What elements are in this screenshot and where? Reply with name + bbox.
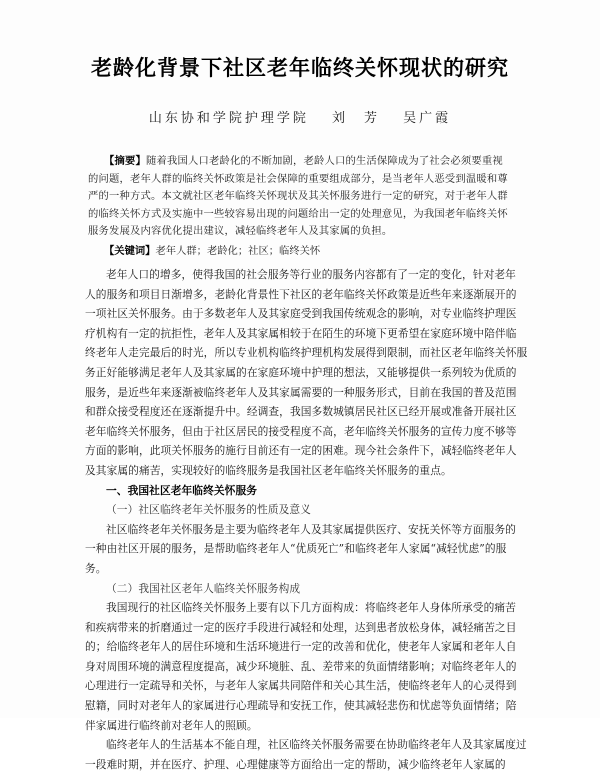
affiliation: 山东协和学院护理学院 xyxy=(148,111,309,126)
body-line: 老年临终关怀服务，但由于社区居民的接受程度不高，老年临终关怀服务的宣传力度不够等 xyxy=(85,424,517,438)
body-line: 服务，是近些年来逐渐被临终老年人及其家属需要的一种服务形式，目前在我国的普及范围 xyxy=(85,385,517,399)
abstract-line: 的临终关怀方式及实施中一些较容易出现的问题给出一定的处理意见，为我国老年临终关怀 xyxy=(88,207,508,220)
body-line: 一项社区关怀服务。由于多数老年人及其家庭受到我国传统观念的影响，对专业临终护理医 xyxy=(85,307,517,321)
body-line: 终老年人走完最后的时光，所以专业机构临终护理机构发展得到限制，而社区老年临终关怀服 xyxy=(85,346,528,360)
body-line: 人的服务和项目日渐增多，老龄化背景性下社区的老年临终关怀政策是近些年来逐渐展开的 xyxy=(85,287,517,301)
body-line: 的；给临终老年人的居住环境和生活环境进行一定的改善和优化，使老年人家属和老年人自 xyxy=(85,640,517,654)
body-line: 和疾病带来的折磨通过一定的医疗手段进行减轻和处理，达到患者放松身体，减轻痛苦之目 xyxy=(85,620,517,634)
body-line: 我国现行的社区临终关怀服务上要有以下几方面构成：将临终老年人身体所承受的痛苦 xyxy=(106,601,516,615)
paper-title: 老龄化背景下社区老年临终关怀现状的研究 xyxy=(91,56,509,80)
body-line: 方面的影响，此项关怀服务的施行目前还有一定的困难。现今社会条件下，减轻临终老年人 xyxy=(85,444,517,458)
body-line: 一段难时期，并在医疗、护理、心理健康等方面给出一定的帮助，减少临终老年人家属的 xyxy=(85,757,506,771)
body-line: 伴家属进行临终前对老年人的照顾。 xyxy=(85,718,258,732)
abstract-line: 严的一种方式。本文就社区老年临终关怀现状及其关怀服务进行一定的研究，对于老年人群 xyxy=(88,190,508,203)
body-text xyxy=(85,265,533,774)
keywords xyxy=(104,242,534,257)
body-line: 一种由社区开展的服务，是帮助临终老年人“优质死亡”和临终老年人家属“减轻忧虑”的服 xyxy=(85,542,507,556)
author-name: 吴广霞 xyxy=(403,111,452,126)
body-line: 老年人口的增多，使得我国的社会服务等行业的服务内容都有了一定的变化，针对老年 xyxy=(106,268,516,281)
body-line: 慰籍，同时对老年人的家属进行心理疏导和安抚工作，使其减轻悲伤和忧虑等负面情绪；陪 xyxy=(85,699,517,713)
subsection-heading: （一）社区临终老年关怀服务的性质及意义 xyxy=(106,503,311,517)
body-line: 务正好能够满足老年人及其家属的在家庭环境中护理的想法，又能够提供一系列较为优质的 xyxy=(85,365,517,379)
body-line: 和群众接受程度还在逐渐提升中。经调查，我国多数城镇居民社区已经开展或准备开展社区 xyxy=(85,405,517,419)
abstract xyxy=(88,153,533,241)
body-line: 临终老年人的生活基本不能自理，社区临终关怀服务需要在协助临终老年人及其家属度过 xyxy=(106,738,527,752)
body-line: 务。 xyxy=(85,561,107,575)
keywords-label: 【关键词】 xyxy=(104,245,156,257)
section-heading: 一、我国社区老年临终关怀服务 xyxy=(106,483,258,497)
abstract-line: 的问题，老年人群的临终关怀政策是社会保障的重要组成部分，是当老年人恶受到温暖和尊 xyxy=(88,172,508,185)
body-line: 心理进行一定疏导和关怀，与老年人家属共同陪伴和关心其生活，使临终老年人的心灵得到 xyxy=(85,679,517,693)
body-line: 身对周围环境的满意程度提高，减少环境脏、乱、差带来的负面情绪影响；对临终老年人的 xyxy=(85,659,517,673)
body-line: 及其家属的痛苦，实现较好的临终服务是我国社区老年临终关怀服务的重点。 xyxy=(85,463,452,477)
body-line: 疗机构有一定的抗拒性，老年人及其家属相较于在陌生的环境下更希望在家庭环境中陪伴临 xyxy=(85,326,517,340)
abstract-line: 服务发展及内容优化提出建议，减轻临终老年人及其家属的负担。 xyxy=(88,225,393,238)
body-line: 社区临终老年关怀服务是主要为临终老年人及其家属提供医疗、安抚关怀等方面服务的 xyxy=(106,522,516,536)
author-line xyxy=(0,107,600,126)
subsection-heading: （二）我国社区老年人临终关怀服务构成 xyxy=(106,581,301,595)
abstract-line: 【摘要】随着我国人口老龄化的不断加剧，老龄人口的生活保障成为了社会必须要重视 xyxy=(104,155,503,167)
abstract-label: 【摘要】 xyxy=(104,155,146,167)
author-name: 刘 芳 xyxy=(331,111,380,126)
keywords-text: 老年人群；老龄化；社区；临终关怀 xyxy=(155,245,321,257)
